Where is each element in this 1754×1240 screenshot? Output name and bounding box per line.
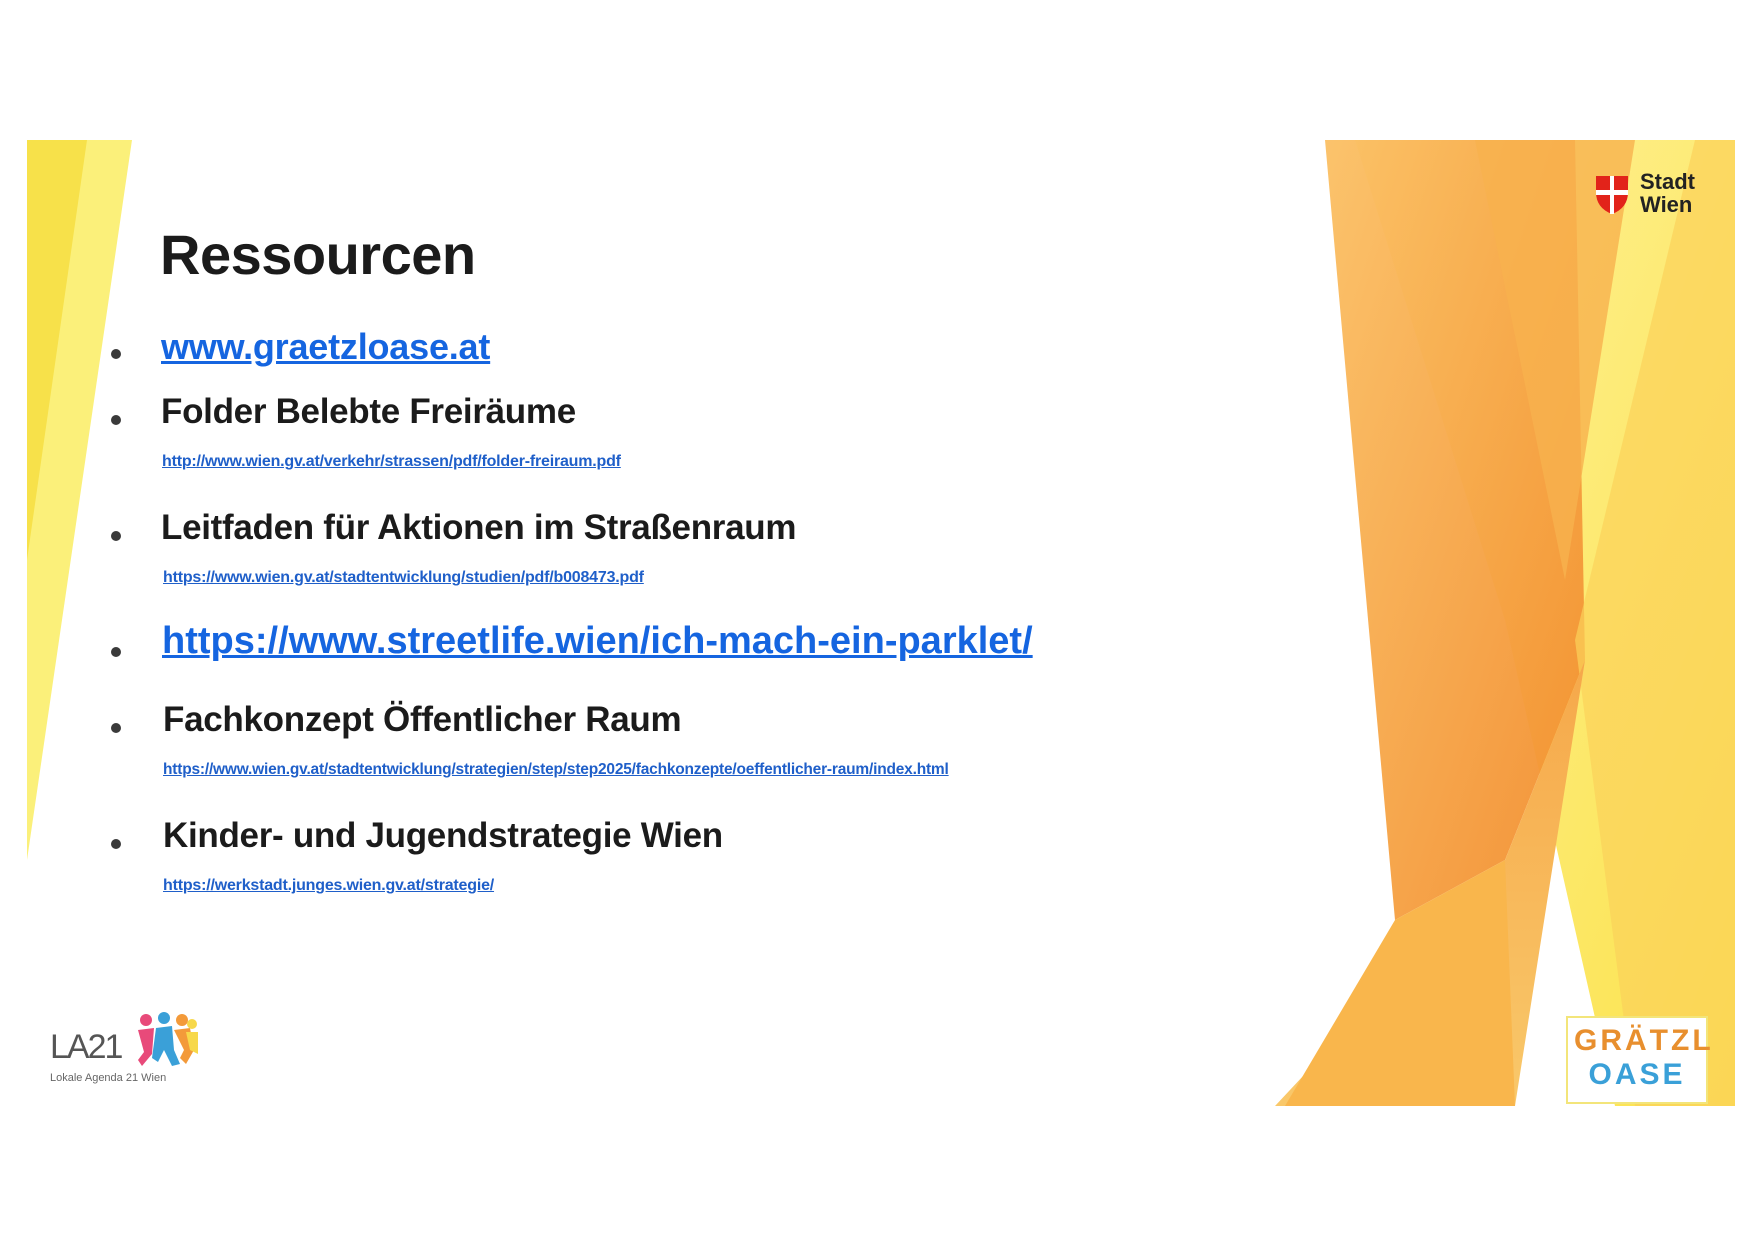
link-streetlife-parklet[interactable]: https://www.streetlife.wien/ich-mach-ein-parklet/: [162, 620, 1033, 662]
resource-title: Fachkonzept Öffentlicher Raum: [163, 700, 682, 739]
wien-shield-icon: [1594, 174, 1630, 216]
la21-logo: [50, 1010, 230, 1090]
bullet-icon: [111, 839, 121, 849]
bullet-icon: [111, 531, 121, 541]
oase-line2: OASE: [1588, 1058, 1686, 1091]
people-icon: [128, 1010, 200, 1070]
la21-label: LA21: [50, 1028, 122, 1066]
link-graetzloase[interactable]: www.graetzloase.at: [161, 326, 491, 367]
link-folder-freiraum[interactable]: http://www.wien.gv.at/verkehr/strassen/pdf/folder-freiraum.pdf: [162, 453, 621, 470]
la21-subtitle: Lokale Agenda 21 Wien: [50, 1072, 167, 1084]
link-jugendstrategie[interactable]: https://werkstadt.junges.wien.gv.at/strategie/: [163, 877, 495, 894]
slide-title: Ressourcen: [160, 223, 476, 286]
right-decoration: [1275, 140, 1735, 1106]
stadt-wien-label: Stadt Wien: [1640, 169, 1695, 217]
resource-list: [27, 140, 1177, 1106]
bullet-icon: [111, 647, 121, 657]
bullet-icon: [111, 349, 121, 359]
slide: [27, 140, 1735, 1106]
link-fachkonzept[interactable]: https://www.wien.gv.at/stadtentwicklung/strategien/step/step2025/fachkonzepte/oeffentlicher-raum/index.html: [163, 761, 949, 778]
graetzloase-logo: [1566, 1016, 1714, 1104]
bullet-icon: [111, 723, 121, 733]
resource-title: Leitfaden für Aktionen im Straßenraum: [161, 508, 797, 547]
resource-title: Kinder- und Jugendstrategie Wien: [163, 816, 723, 855]
resource-title: Folder Belebte Freiräume: [161, 392, 576, 431]
bullet-icon: [111, 415, 121, 425]
link-leitfaden[interactable]: https://www.wien.gv.at/stadtentwicklung/studien/pdf/b008473.pdf: [163, 569, 644, 586]
oase-line1: GRÄTZL: [1574, 1024, 1714, 1057]
